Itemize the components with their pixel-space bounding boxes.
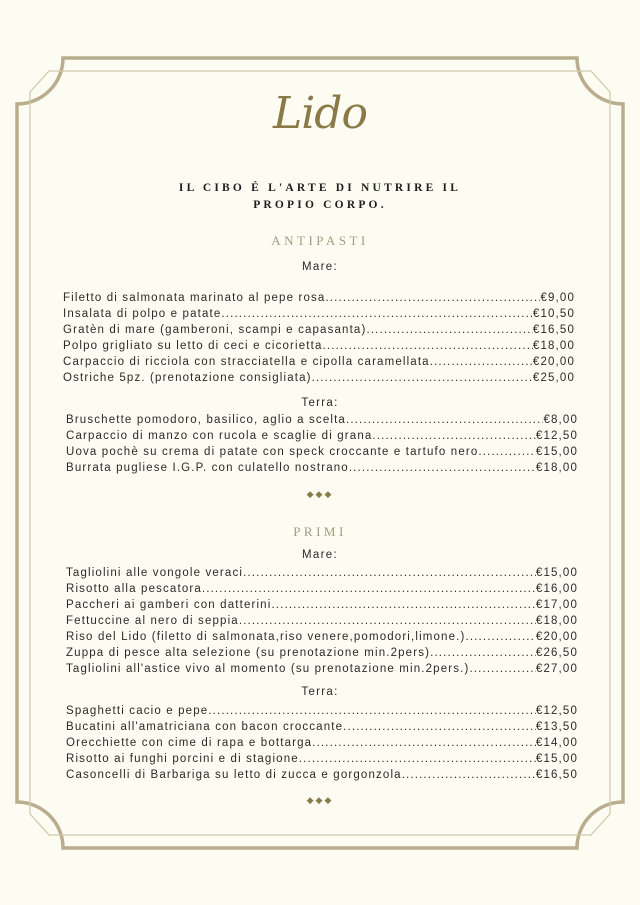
dot-leader	[208, 703, 536, 719]
dot-leader	[312, 370, 533, 386]
menu-item-name: Filetto di salmonata marinato al pepe rosa	[63, 292, 326, 304]
menu-item-price: €18,00	[535, 615, 578, 627]
menu-item-price: €14,00	[535, 737, 578, 749]
menu-item	[63, 354, 575, 370]
menu-item-name: Polpo grigliato su letto di ceci e cicorietta	[63, 340, 323, 352]
menu-item-name: Ostriche 5pz. (prenotazione consigliata)	[63, 372, 312, 384]
restaurant-logo: Lido	[273, 88, 367, 139]
divider-diamonds: ◆◆◆	[306, 489, 334, 499]
menu-item-price: €16,50	[532, 324, 575, 336]
menu-item-price: €17,00	[535, 599, 578, 611]
divider-diamonds: ◆◆◆	[306, 795, 334, 805]
menu-item-price: €13,50	[535, 721, 578, 733]
menu-item	[66, 767, 578, 783]
dot-leader	[366, 322, 532, 338]
menu-item	[63, 290, 575, 306]
menu-item-price: €12,50	[535, 705, 578, 717]
dot-leader	[372, 428, 536, 444]
menu-item	[66, 444, 578, 460]
menu-item-name: Carpaccio di ricciola con stracciatella e cipolla caramellata	[63, 356, 430, 368]
menu-item-name: Riso del Lido (filetto di salmonata,riso venere,pomodori,limone.)	[66, 631, 466, 643]
primi-terra-list	[66, 703, 578, 783]
menu-item	[66, 597, 578, 613]
group-label-mare: Mare:	[302, 261, 338, 273]
menu-item	[66, 719, 578, 735]
dot-leader	[349, 460, 536, 476]
menu-item-price: €18,00	[535, 462, 578, 474]
menu-item	[66, 613, 578, 629]
primi-mare-list	[66, 565, 578, 677]
menu-item	[66, 565, 578, 581]
menu-item-name: Orecchiette con cime di rapa e bottarga	[66, 737, 313, 749]
dot-leader	[299, 751, 536, 767]
menu-item-price: €26,50	[535, 647, 578, 659]
menu-item-name: Tagliolini all'astice vivo al momento (su prenotazione min.2pers.)	[66, 663, 470, 675]
menu-item	[63, 370, 575, 386]
dot-leader	[469, 661, 535, 677]
menu-item	[66, 629, 578, 645]
menu-item-name: Burrata pugliese I.G.P. con culatello nostrano	[66, 462, 349, 474]
menu-item	[66, 751, 578, 767]
menu-item-name: Bruschette pomodoro, basilico, aglio a scelta	[66, 414, 346, 426]
menu-item	[66, 460, 578, 476]
menu-item-name: Carpaccio di manzo con rucola e scaglie di grana	[66, 430, 373, 442]
menu-item-price: €20,00	[535, 631, 578, 643]
menu-item	[66, 412, 578, 428]
menu-item-price: €18,00	[532, 340, 575, 352]
dot-leader	[271, 597, 535, 613]
menu-item-price: €27,00	[535, 663, 578, 675]
menu-item-name: Fettuccine al nero di seppia	[66, 615, 239, 627]
menu-item	[66, 428, 578, 444]
menu-item	[66, 703, 578, 719]
menu-item-name: Gratèn di mare (gamberoni, scampi e capasanta)	[63, 324, 367, 336]
dot-leader	[312, 735, 536, 751]
dot-leader	[465, 629, 535, 645]
section-title-antipasti: ANTIPASTI	[271, 233, 369, 248]
menu-item	[66, 645, 578, 661]
menu-item	[63, 322, 575, 338]
menu-item-price: €9,00	[540, 292, 575, 304]
menu-item-price: €8,00	[543, 414, 578, 426]
dot-leader	[202, 581, 536, 597]
group-label-mare: Mare:	[302, 549, 338, 561]
dot-leader	[325, 290, 540, 306]
antipasti-terra-list	[66, 412, 578, 476]
tagline-line-1: IL CIBO É L'ARTE DI NUTRIRE IL	[178, 182, 462, 194]
menu-item-name: Risotto ai funghi porcini e di stagione	[66, 753, 299, 765]
menu-item-price: €25,00	[532, 372, 575, 384]
menu-item-price: €15,00	[535, 567, 578, 579]
dot-leader	[343, 719, 536, 735]
menu-item-price: €15,00	[535, 446, 578, 458]
menu-item-price: €16,00	[535, 583, 578, 595]
group-label-terra: Terra:	[301, 686, 339, 698]
menu-item-name: Risotto alla pescatora	[66, 583, 202, 595]
menu-item-price: €10,50	[532, 308, 575, 320]
menu-item-price: €12,50	[535, 430, 578, 442]
antipasti-mare-list	[63, 290, 575, 386]
dot-leader	[323, 338, 533, 354]
menu-item-name: Casoncelli di Barbariga su letto di zucca e gorgonzola	[66, 769, 402, 781]
menu-item	[66, 661, 578, 677]
dot-leader	[430, 645, 536, 661]
menu-item	[63, 338, 575, 354]
dot-leader	[239, 613, 536, 629]
menu-item-name: Uova pochè su crema di patate con speck croccante e tartufo nero	[66, 446, 479, 458]
menu-item-name: Zuppa di pesce alta selezione (su prenotazione min.2pers)	[66, 647, 431, 659]
tagline-line-2: PROPIO CORPO.	[253, 199, 387, 211]
dot-leader	[346, 412, 544, 428]
section-title-primi: PRIMI	[293, 524, 347, 539]
menu-item-price: €15,00	[535, 753, 578, 765]
menu-item-price: €16,50	[535, 769, 578, 781]
dot-leader	[478, 444, 536, 460]
menu-item-name: Spaghetti cacio e pepe	[66, 705, 209, 717]
group-label-terra: Terra:	[301, 397, 339, 409]
menu-item-name: Insalata di polpo e patate	[63, 308, 222, 320]
menu-item-price: €20,00	[532, 356, 575, 368]
menu-item	[66, 735, 578, 751]
dot-leader	[430, 354, 533, 370]
menu-item-name: Bucatini all'amatriciana con bacon croccante	[66, 721, 344, 733]
menu-item	[66, 581, 578, 597]
dot-leader	[243, 565, 536, 581]
dot-leader	[221, 306, 533, 322]
menu-item	[63, 306, 575, 322]
tagline	[0, 180, 640, 214]
menu-item-name: Tagliolini alle vongole veraci	[66, 567, 244, 579]
menu-item-name: Paccheri ai gamberi con datterini	[66, 599, 272, 611]
dot-leader	[402, 767, 536, 783]
